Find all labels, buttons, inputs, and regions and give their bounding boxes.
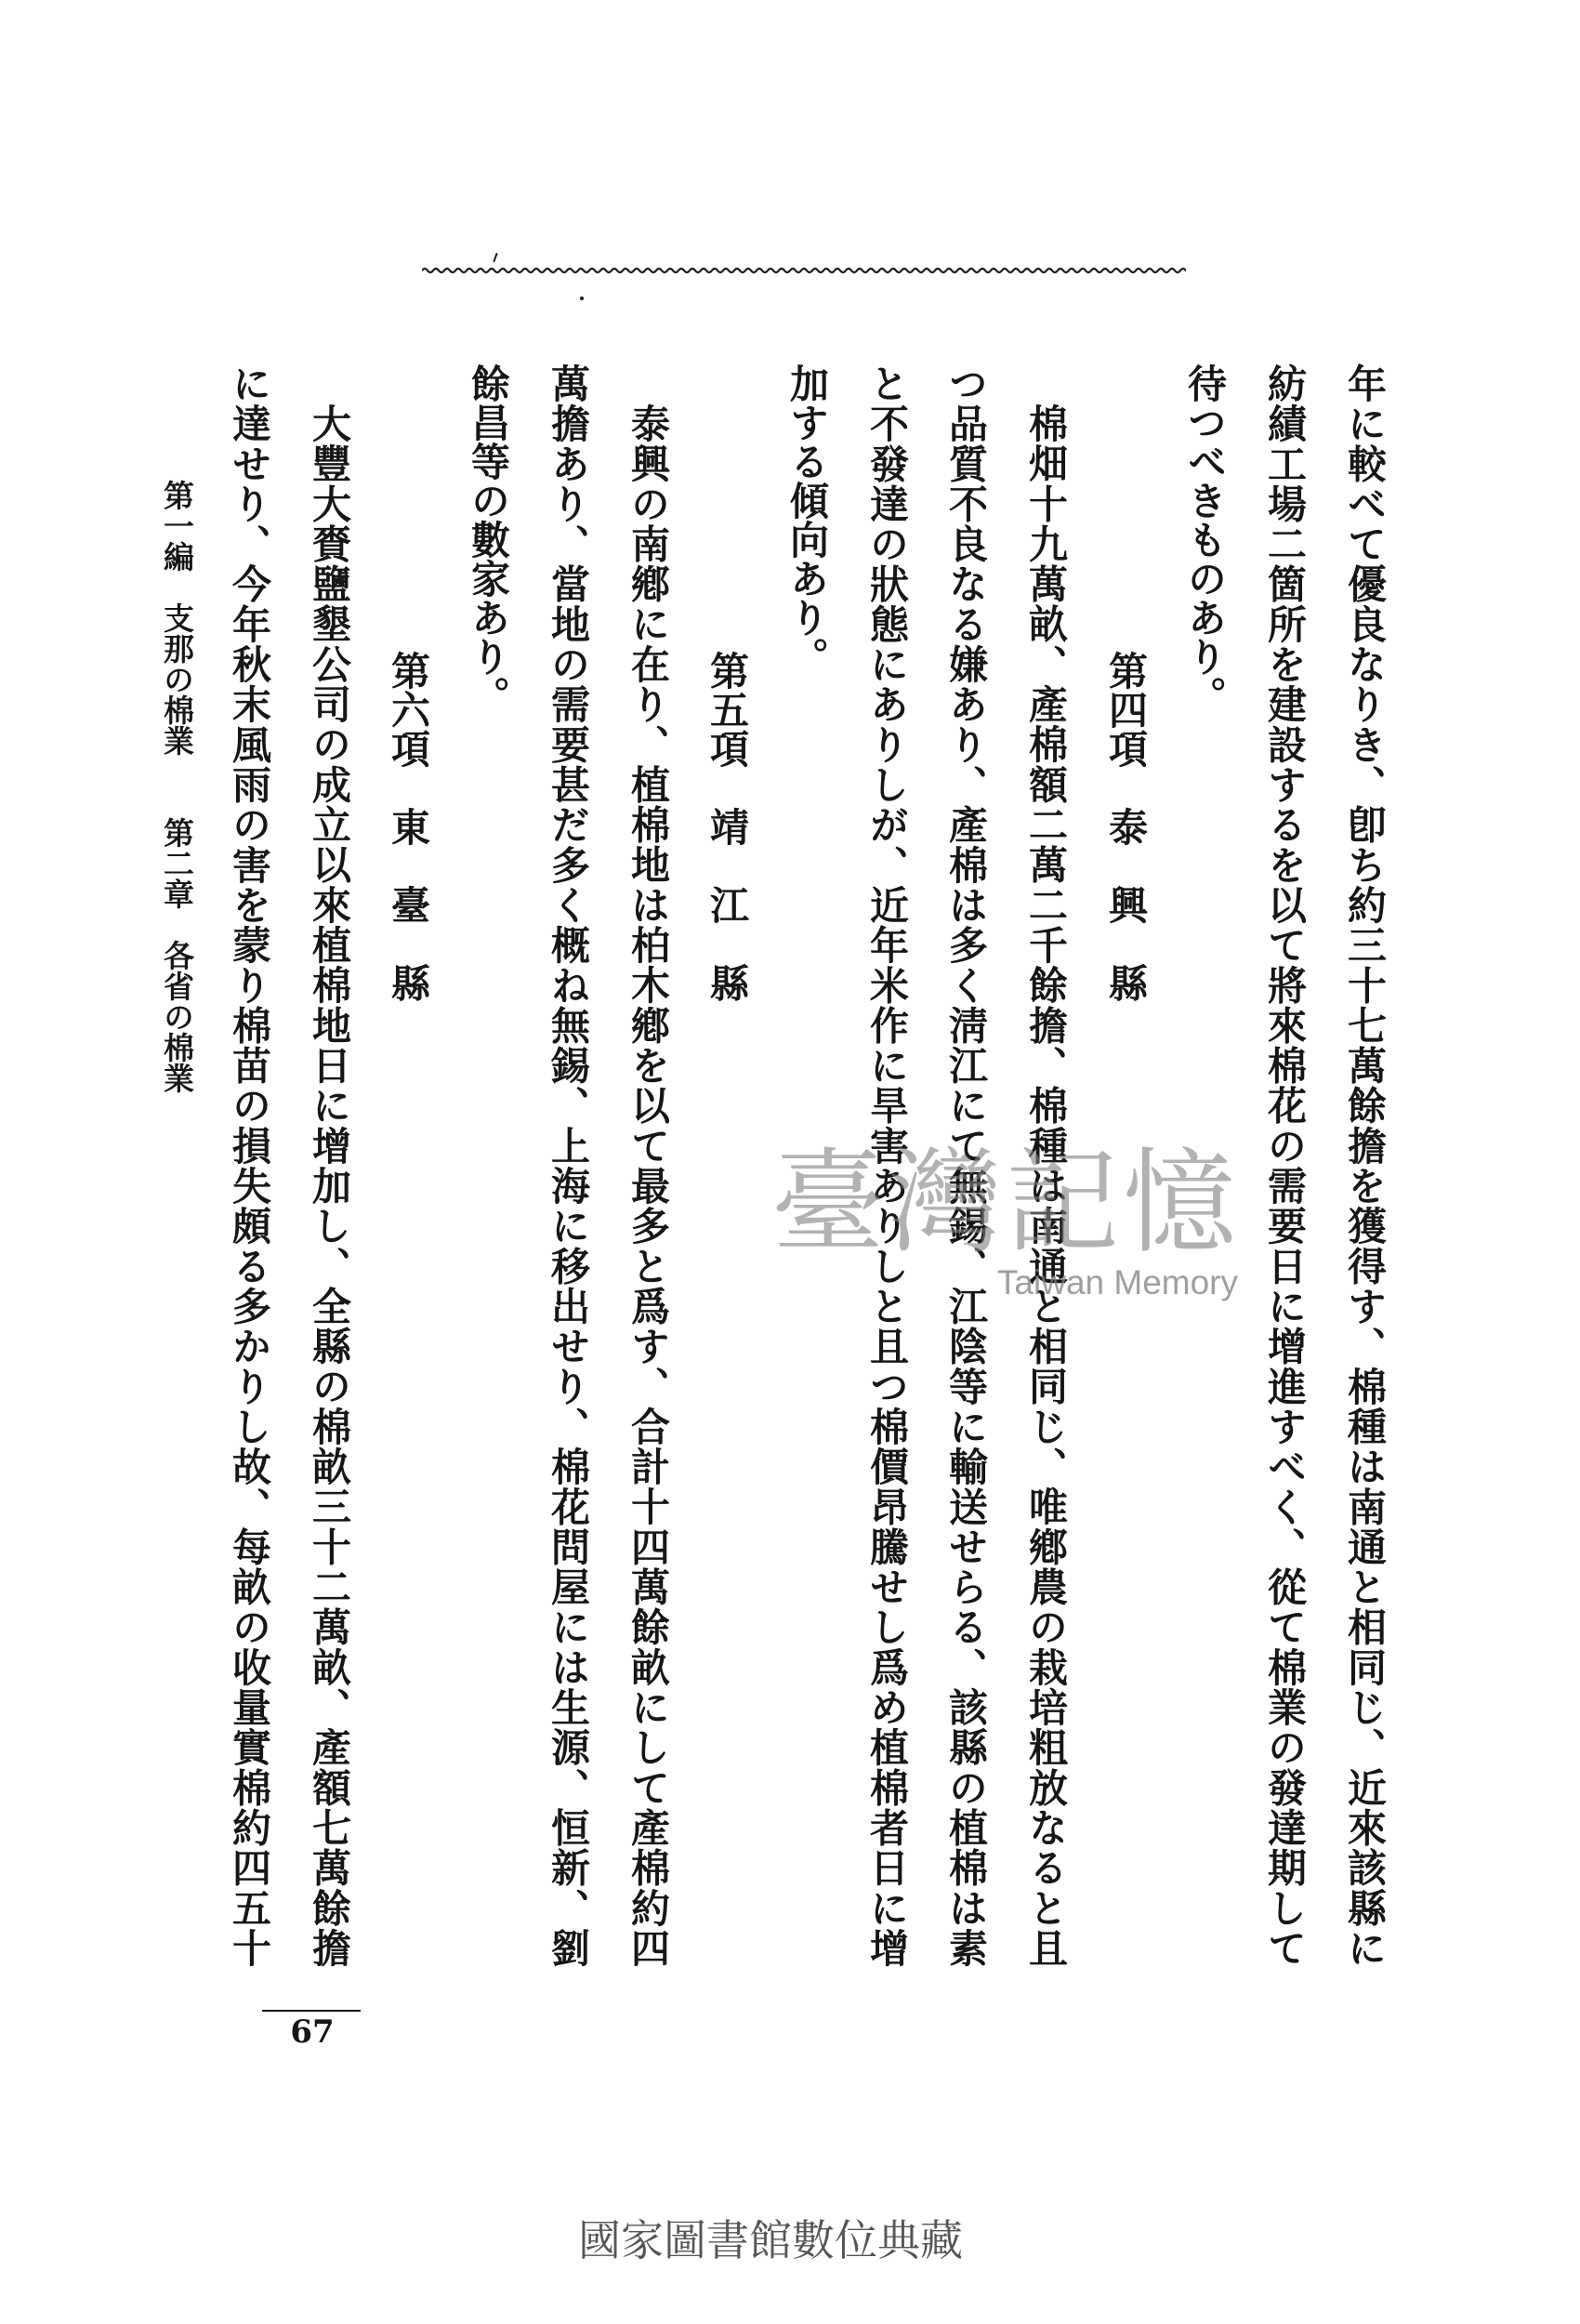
archive-credit: 國家圖書館數位典藏 bbox=[578, 2215, 963, 2265]
text-line: に達せり、今年秋末風雨の害を蒙り棉苗の損失頗る多かりし故、每畝の收量實棉約四五十 bbox=[227, 363, 272, 1967]
text-line: 泰興の南鄕に在り、植棉地は柏木鄕を以て最多と爲す、合計十四萬餘畝にして產棉約四 bbox=[625, 403, 671, 1967]
text-line: 待つべきものあり。 bbox=[1182, 363, 1228, 715]
text-line: 紡績工場二箇所を建設するを以て將來棉花の需要日に增進すべく、從て棉業の發達期して bbox=[1262, 363, 1308, 1967]
section-heading: 第六項 東 臺 縣 bbox=[386, 651, 431, 1002]
section-heading: 第五項 靖 江 縣 bbox=[704, 651, 750, 1002]
section-heading: 第四項 泰 興 縣 bbox=[1103, 651, 1149, 1002]
text-line: と不發達の狀態にありしが、近年米作に旱害ありしと且つ棉價昂騰せし爲め植棉者日に增 bbox=[864, 363, 910, 1967]
text-line: つ品質不良なる嫌あり、產棉は多く淸江にて無錫、江陰等に輸送せらる、該縣の植棉は素 bbox=[943, 363, 989, 1967]
page-number-rule bbox=[262, 2010, 361, 2012]
header-wavy-rule bbox=[422, 262, 1186, 279]
text-line: 加する傾向あり。 bbox=[784, 363, 830, 676]
scan-speck bbox=[580, 297, 584, 300]
text-line: 棉畑十九萬畝、產棉額二萬二千餘擔、棉種は南通と相同じ、唯鄕農の栽培粗放なると且 bbox=[1023, 403, 1069, 1967]
text-line: 年に較べて優良なりき、卽ち約三十七萬餘擔を獲得す、棉種は南通と相同じ、近來該縣に bbox=[1342, 363, 1388, 1967]
text-line: 餘昌等の數家あり。 bbox=[466, 363, 511, 715]
watermark-caption: Taiwan Memory bbox=[996, 1263, 1238, 1301]
text-line: 大豐大賚鹽墾公司の成立以來植棉地日に增加し、全縣の棉畝三十二萬畝、產額七萬餘擔 bbox=[307, 403, 352, 1967]
page-number: 67 bbox=[290, 2014, 335, 2051]
watermark-logo: 臺灣記憶 bbox=[771, 1137, 1240, 1269]
scan-speck bbox=[493, 253, 497, 262]
running-footer: 第一編 支那の棉業 第二章 各省の棉業 bbox=[159, 480, 195, 1093]
text-line: 萬擔あり、當地の需要甚だ多く概ね無錫、上海に移出せり、棉花問屋には生源、恒新、劉 bbox=[546, 363, 591, 1967]
